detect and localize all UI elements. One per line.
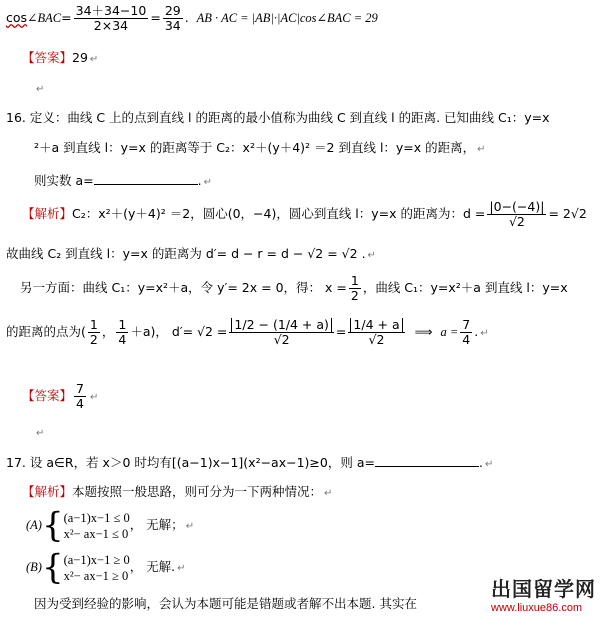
q16-solution-line3: 另一方面：曲线 C₁：y=x²＋a，令 y′= 2x = 0，得： x = $\frac{1}{2}$ ，曲线 C₁：y=x²＋a 到直线 l：y=x xyxy=(20,273,568,303)
q17-line1: 17. 设 a∈R，若 x＞0 时均有[(a−1)x−1](x²−ax−1)≥0，则 a= . ↵ xyxy=(6,455,494,470)
q17-case-b: (B){ (a−1)x−1 ≥ 0 x²− ax−1 ≥ 0 ， 无解. ↵ xyxy=(26,547,186,588)
cos-formula-line: cos∠BAC= $\frac{34+34-10}{2\times 34}$ = $\frac{29}{34}$ . AB · AC = |AB|·|AC|cos∠BAC = 29 xyxy=(6,3,378,33)
q16-line1: 16. 定义：曲线 C 上的点到直线 l 的距离的最小值称为曲线 C 到直线 l 的距离. 已知曲线 C₁：y=x xyxy=(6,110,550,125)
fraction: $\frac{1}{2}$ xyxy=(350,273,359,303)
q16-solution-line1: 【解析】C₂：x²＋(y＋4)² ＝2，圆心(0，−4)，圆心到直线 l：y=x 的距离为：d = $\frac{|0-(-4)|}{√2}$ = 2√2 xyxy=(22,199,587,229)
answer-blank xyxy=(94,172,198,185)
answer-tag: 【答案】 xyxy=(22,50,73,65)
q16-line2: ²＋a 到直线 l：y=x 的距离等于 C₂：x²＋(y＋4)² ＝2 到直线 l：y=x 的距离， ↵ xyxy=(34,140,486,155)
fraction: $\frac{1/2 - (1/4 + a)}{√2}$ xyxy=(229,318,334,347)
q17-case-a: (A){ (a−1)x−1 ≤ 0 x²− ax−1 ≤ 0 ， 无解； ↵ xyxy=(26,505,195,546)
q16-solution-line4: 的距离的点为( $\frac{1}{2}$ ， $\frac{1}{4}$ ＋a)， d′= √2 = $\frac{1/2 - (1/4 + a)}{√2}$ = $\frac{1/4 + a}{√2}$ ⟹ a = $\frac{7}{4}$ . ↵ xyxy=(6,317,489,347)
solution-tag: 【解析】 xyxy=(22,206,73,221)
watermark-title: 出国留学网 xyxy=(491,577,596,601)
fraction: $\frac{1/4 + a}{√2}$ xyxy=(348,318,404,347)
watermark-logo xyxy=(491,573,596,614)
answer-1: 【答案】29 ↵ xyxy=(22,50,99,65)
q17-number: 17. xyxy=(6,455,26,470)
q16-solution-line2: 故曲线 C₂ 到直线 l：y=x 的距离为 d′= d − r = d − √2 = √2 . ↵ xyxy=(6,246,376,261)
answer-tag: 【答案】 xyxy=(22,388,73,403)
cos-label: cos xyxy=(6,10,28,25)
fraction: $\frac{34+34-10}{2\times 34}$ xyxy=(75,3,147,33)
q17-last-line: 因为受到经验的影响，会认为本题可能是错题或者解不出本题. 其实在 xyxy=(34,596,417,611)
answer-16: 【答案】 $\frac{7}{4}$ ↵ xyxy=(22,381,99,411)
solution-tag: 【解析】 xyxy=(22,484,73,499)
watermark-url: www.liuxue86.com xyxy=(491,602,583,614)
q16-number: 16. xyxy=(6,110,26,125)
fraction: $\frac{29}{34}$ xyxy=(164,3,181,33)
fraction: $\frac{|0-(-4)|}{√2}$ xyxy=(489,199,545,229)
q16-line3: 则实数 a= . ↵ xyxy=(34,173,212,188)
q17-solution-line1: 【解析】本题按照一般思路，则可分为一下两种情况： ↵ xyxy=(22,484,333,499)
vector-formula: AB · AC = |AB|·|AC|cos∠BAC = 29 xyxy=(196,11,378,25)
answer-blank xyxy=(375,454,479,467)
